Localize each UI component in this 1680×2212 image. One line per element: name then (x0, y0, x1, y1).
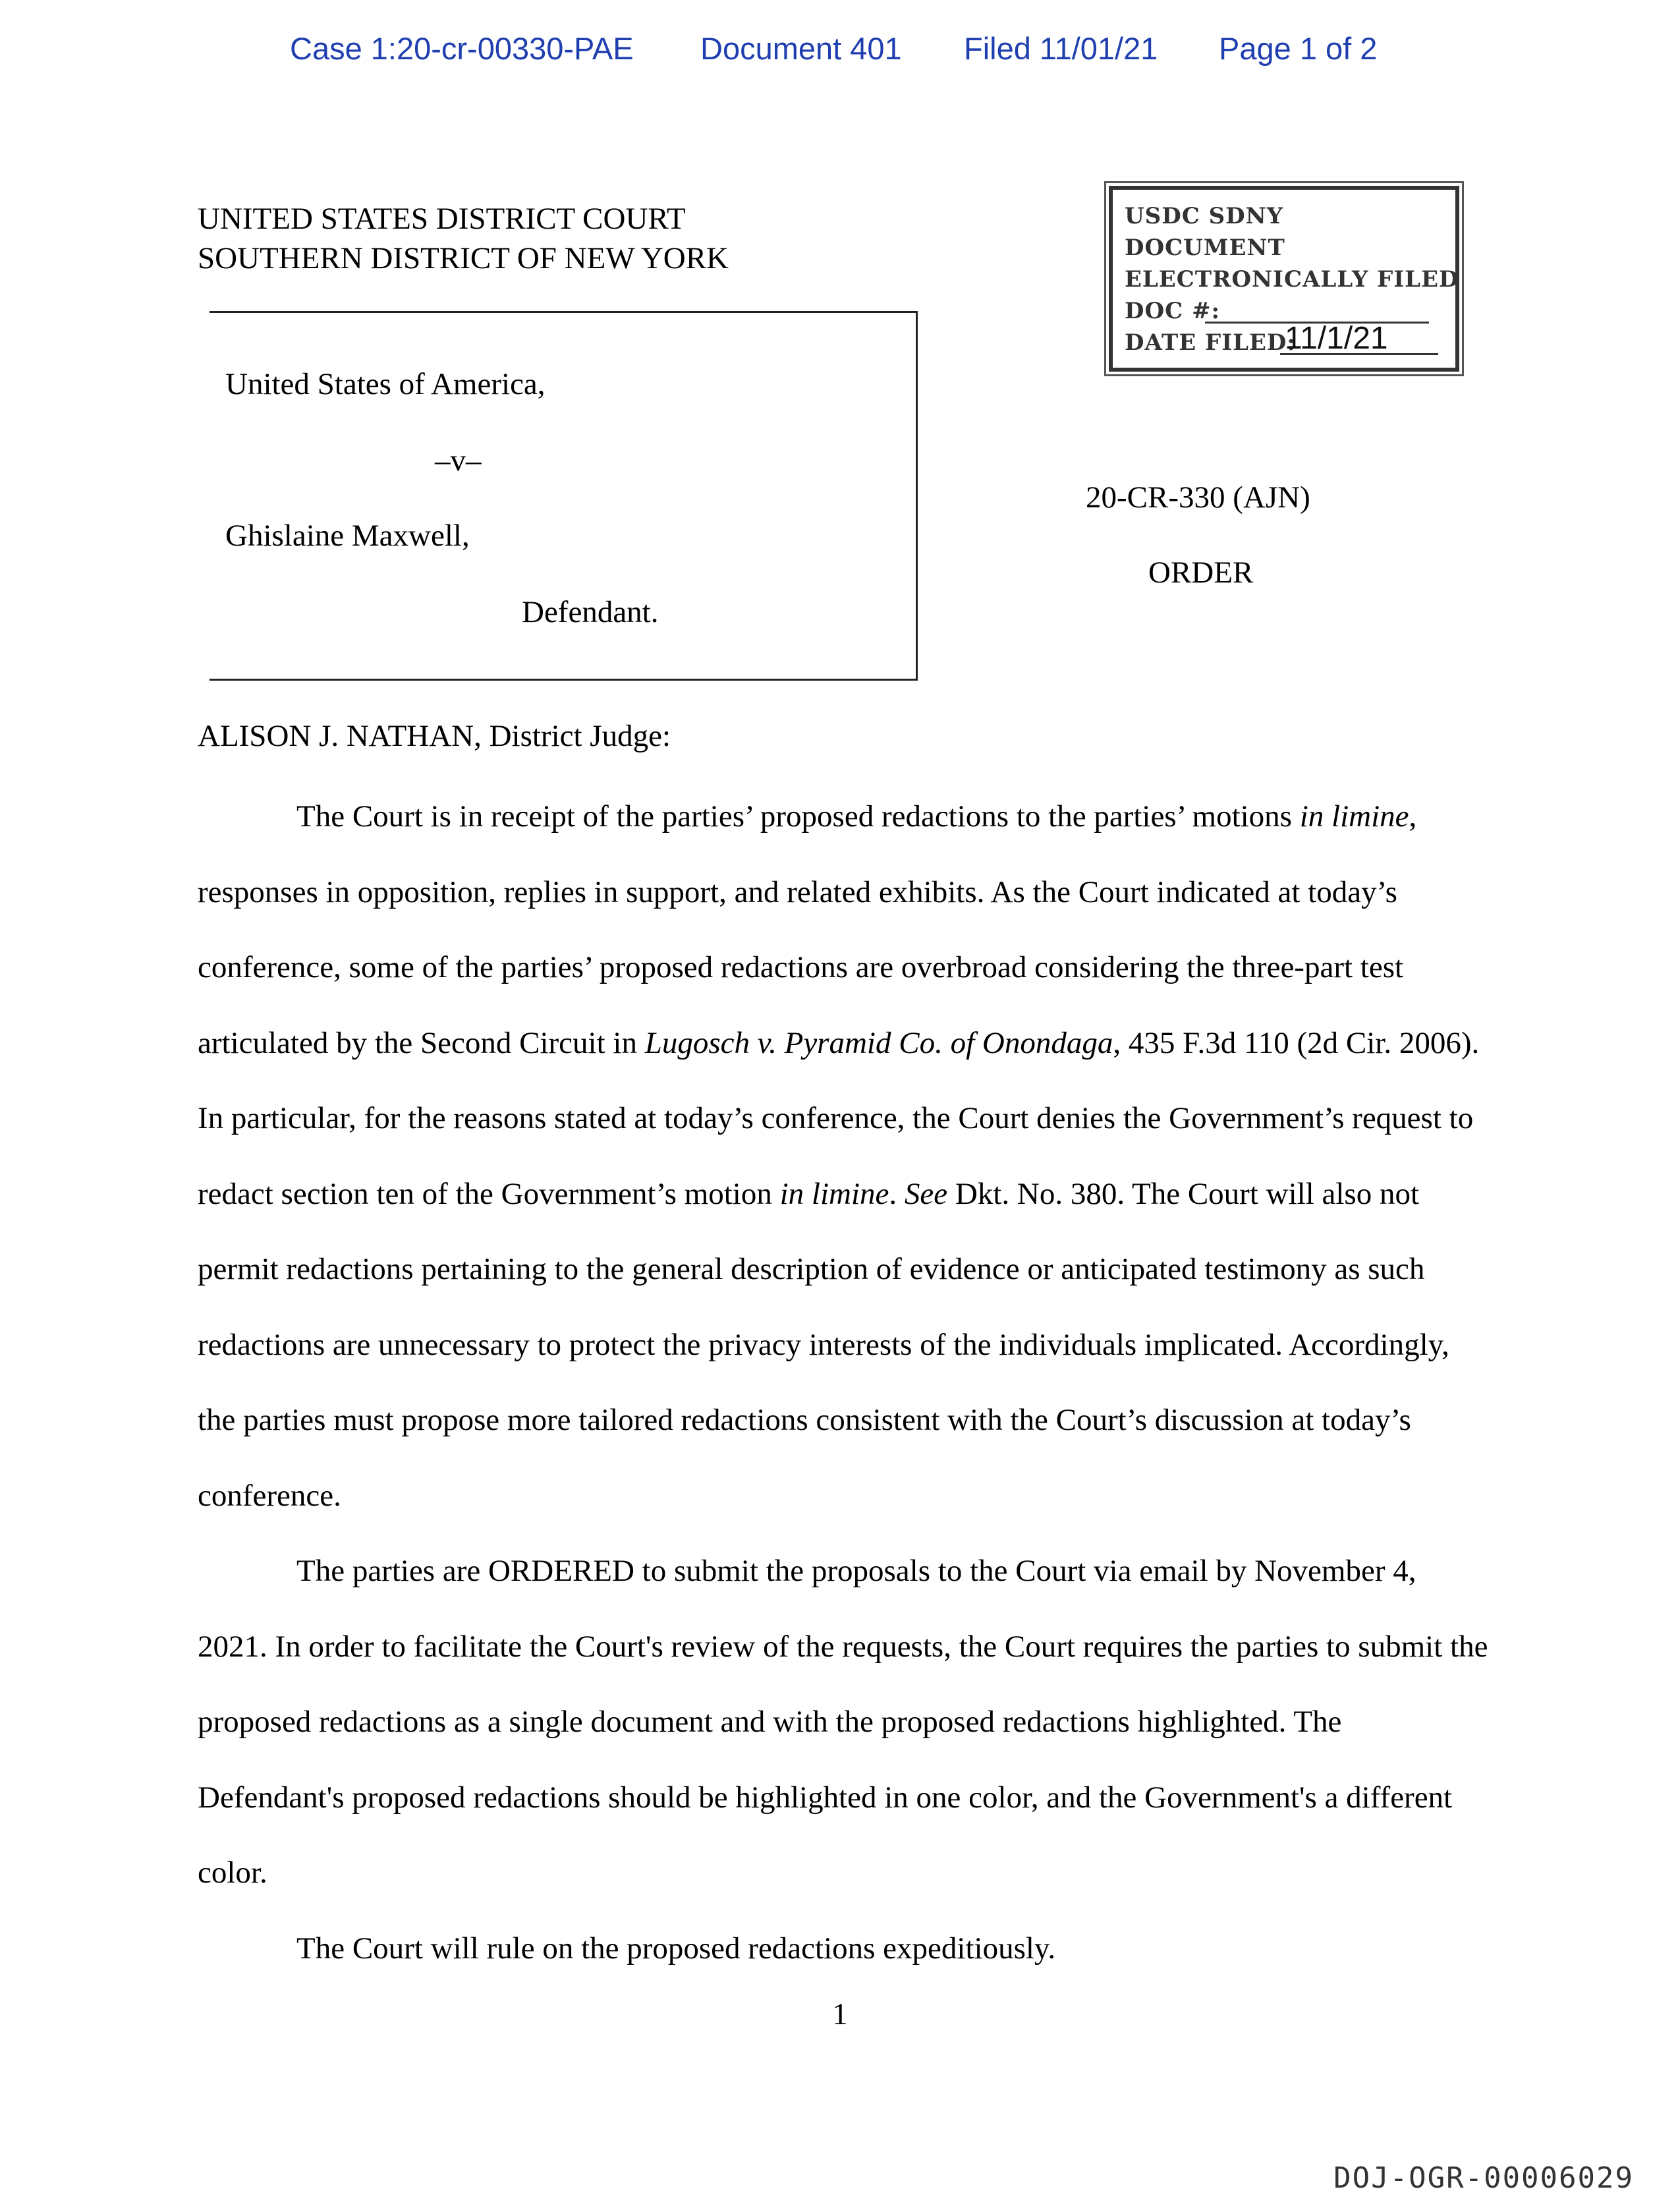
court-name-line1: UNITED STATES DISTRICT COURT (198, 202, 686, 236)
paragraph-1-italic-in-limine-2: in limine (779, 1176, 889, 1211)
caption-plaintiff: United States of America, (225, 367, 546, 401)
paragraph-2: The parties are ORDERED to submit the proposals to the Court via email by November 4, 2021. In order to facilitate the Court's review of the requests, the Court requires the parties to submit the proposed redactions as a single document and with the proposed redactions highlighted. The Defendant's proposed redactions should be highlighted in one color, and the Government's a different color. (198, 1554, 1488, 1890)
caption-versus: –v– (435, 443, 482, 478)
case-number: 20-CR-330 (AJN) (1086, 480, 1310, 515)
paragraph-1-text-a: The Court is in receipt of the parties’ proposed redactions to the parties’ motions (296, 799, 1300, 834)
paragraph-1-italic-case-cite: Lugosch v. Pyramid Co. of Onondaga (644, 1025, 1113, 1060)
stamp-line-usdc: USDC SDNY (1125, 203, 1283, 229)
stamp-date-row (1125, 321, 1388, 356)
paragraph-1-text-e: Dkt. No. 380. The Court will also not permit redactions pertaining to the general description of evidence or anticipated testimony as such redactions are unnecessary to protect the privacy interests of the individuals implicated. Accordingly, the parties must propose more tailored redactions consistent with the Court’s discussion at today’s conference. (198, 1176, 1449, 1513)
caption-border-top (210, 311, 917, 313)
document-type: ORDER (1148, 555, 1254, 590)
caption-border-bottom (210, 679, 918, 681)
court-name (198, 199, 729, 278)
filed-date-header: Filed 11/01/21 (964, 31, 1158, 66)
case-number-header: Case 1:20-cr-00330-PAE (290, 31, 634, 66)
page-count-header: Page 1 of 2 (1219, 31, 1378, 66)
paragraph-1-italic-in-limine: in limine (1299, 799, 1409, 834)
paragraph-1-italic-see: See (904, 1176, 948, 1211)
stamp-date-label: DATE FILED: (1125, 329, 1296, 356)
bates-number: DOJ-OGR-00006029 (1333, 2161, 1634, 2195)
caption-defendant-label: Defendant. (522, 595, 659, 629)
stamp-doc-label: DOC #: (1125, 298, 1221, 324)
stamp-line-document: DOCUMENT (1125, 235, 1285, 261)
ecf-header (0, 30, 1680, 76)
paragraph-3: The Court will rule on the proposed redactions expeditiously. (296, 1931, 1056, 1966)
court-name-line2: SOUTHERN DISTRICT OF NEW YORK (198, 241, 729, 275)
paragraph-1-text-c: , 435 F.3d 110 (2d Cir. 2006). In particular, for the reasons stated at today’s conference, the Court denies the Government’s request to redact section ten of the Government’s motion (198, 1025, 1480, 1211)
stamp-line-electronic: ELECTRONICALLY FILED (1125, 266, 1459, 293)
filing-stamp (1109, 186, 1459, 372)
order-body (198, 779, 1489, 1986)
paragraph-1 (198, 779, 1489, 1533)
judge-line: ALISON J. NATHAN, District Judge: (198, 719, 671, 753)
caption-border-right (916, 311, 918, 680)
page-number: 1 (832, 1997, 848, 2031)
stamp-doc-row (1125, 298, 1220, 324)
document-number-header: Document 401 (700, 31, 902, 66)
paragraph-1-text-d: . (889, 1176, 905, 1211)
caption-defendant-name: Ghislaine Maxwell, (225, 519, 470, 553)
paragraph-1-text-b: , responses in opposition, replies in support, and related exhibits. As the Court indicated at today’s conference, some of the parties’ proposed redactions are overbroad considering the three-part test articulated by the Second Circuit in (198, 799, 1417, 1060)
stamp-date-value: 11/1/21 (1285, 321, 1388, 356)
